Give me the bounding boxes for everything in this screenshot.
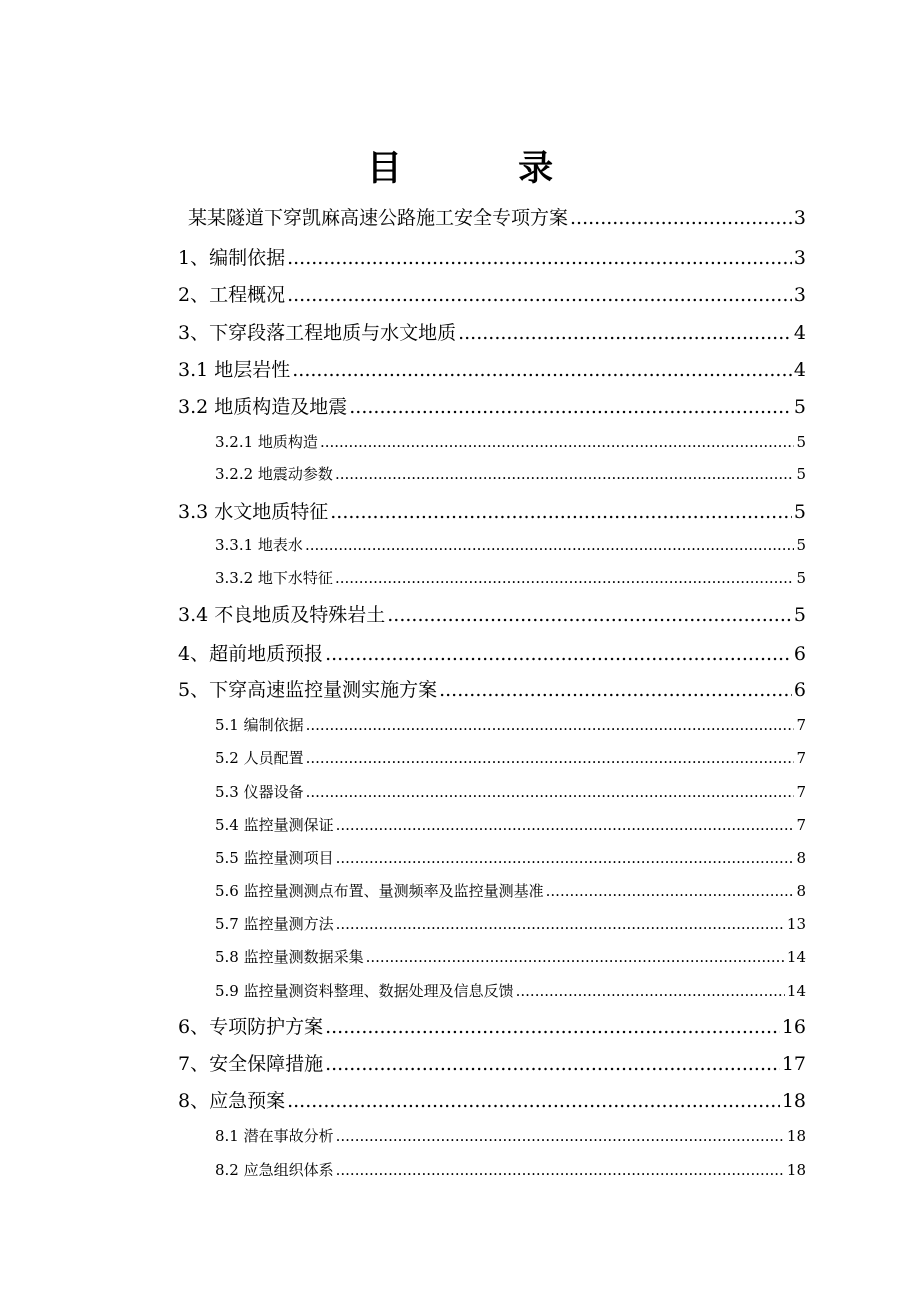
- toc-entry[interactable]: [188, 205, 806, 231]
- toc-entry[interactable]: [178, 602, 806, 628]
- toc-entry[interactable]: [178, 499, 806, 525]
- toc-entry[interactable]: [178, 245, 806, 271]
- toc-entry[interactable]: [178, 1014, 806, 1040]
- toc-dot-leader: [336, 1159, 785, 1181]
- toc-entry[interactable]: [215, 463, 806, 485]
- toc-entry-label: 1、编制依据: [178, 247, 286, 269]
- toc-entry[interactable]: [215, 946, 806, 968]
- toc-entry-page-number: 8: [796, 849, 806, 867]
- toc-entry[interactable]: [178, 394, 806, 420]
- toc-entry-label: 3.2.2 地震动参数: [215, 465, 333, 483]
- toc-entry-page-number: 7: [796, 749, 806, 767]
- toc-dot-leader: [336, 814, 795, 836]
- toc-dot-leader: [287, 282, 792, 308]
- toc-dot-leader: [366, 946, 785, 968]
- toc-entry[interactable]: [215, 980, 806, 1002]
- toc-entry-page-number: 6: [793, 643, 806, 665]
- toc-entry-label: 6、专项防护方案: [178, 1016, 324, 1038]
- toc-title: 目 录: [366, 148, 606, 189]
- toc-entry-label: 8.2 应急组织体系: [215, 1161, 334, 1179]
- toc-dot-leader: [516, 980, 785, 1002]
- toc-entry-page-number: 4: [793, 359, 806, 381]
- toc-entry-label: 5.6 监控量测测点布置、量测频率及监控量测基准: [215, 882, 544, 900]
- toc-entry-label: 3.1 地层岩性: [178, 359, 291, 381]
- toc-dot-leader: [306, 747, 795, 769]
- toc-dot-leader: [325, 641, 792, 667]
- toc-entry[interactable]: [215, 431, 806, 453]
- toc-entry-label: 3、下穿段落工程地质与水文地质: [178, 322, 457, 344]
- toc-dot-leader: [336, 847, 795, 869]
- toc-dot-leader: [320, 431, 795, 453]
- toc-dot-leader: [287, 1088, 780, 1114]
- toc-entry-page-number: 5: [793, 396, 806, 418]
- toc-entry-label: 5.9 监控量测资料整理、数据处理及信息反馈: [215, 982, 514, 1000]
- toc-entry-page-number: 5: [796, 433, 806, 451]
- toc-entry-label: 3.4 不良地质及特殊岩土: [178, 604, 386, 626]
- toc-entry[interactable]: [215, 1159, 806, 1181]
- toc-entry[interactable]: [178, 320, 806, 346]
- toc-entry-label: 2、工程概况: [178, 284, 286, 306]
- toc-entry-page-number: 14: [786, 982, 806, 1000]
- toc-entry[interactable]: [178, 1088, 806, 1114]
- toc-entry-page-number: 7: [796, 816, 806, 834]
- toc-dot-leader: [330, 499, 792, 525]
- toc-entry-label: 5.2 人员配置: [215, 749, 304, 767]
- toc-dot-leader: [336, 913, 785, 935]
- toc-entry-label: 5.4 监控量测保证: [215, 816, 334, 834]
- toc-entry[interactable]: [178, 641, 806, 667]
- toc-entry[interactable]: [215, 913, 806, 935]
- toc-entry-page-number: 7: [796, 783, 806, 801]
- toc-entry-page-number: 18: [786, 1127, 806, 1145]
- toc-entry-label: 5.5 监控量测项目: [215, 849, 334, 867]
- toc-entry-label: 某某隧道下穿凯麻高速公路施工安全专项方案: [188, 207, 569, 229]
- toc-entry-label: 3.3.2 地下水特征: [215, 569, 333, 587]
- toc-entry[interactable]: [215, 714, 806, 736]
- toc-entry[interactable]: [215, 567, 806, 589]
- toc-entry-label: 5、下穿高速监控量测实施方案: [178, 679, 438, 701]
- toc-entry-page-number: 6: [793, 679, 806, 701]
- toc-entry-page-number: 5: [796, 465, 806, 483]
- toc-entry[interactable]: [178, 282, 806, 308]
- toc-entry-page-number: 18: [786, 1161, 806, 1179]
- toc-entry-label: 5.7 监控量测方法: [215, 915, 334, 933]
- toc-entry[interactable]: [215, 747, 806, 769]
- toc-entry-label: 3.3 水文地质特征: [178, 501, 329, 523]
- toc-entry-page-number: 5: [796, 536, 806, 554]
- toc-dot-leader: [292, 357, 792, 383]
- toc-entry-label: 5.1 编制依据: [215, 716, 304, 734]
- toc-entry-page-number: 18: [781, 1090, 806, 1112]
- toc-entry[interactable]: [178, 677, 806, 703]
- toc-dot-leader: [335, 567, 795, 589]
- toc-dot-leader: [336, 1125, 785, 1147]
- toc-entry-page-number: 8: [796, 882, 806, 900]
- toc-dot-leader: [306, 781, 795, 803]
- toc-entry[interactable]: [215, 534, 806, 556]
- toc-dot-leader: [287, 245, 792, 271]
- toc-dot-leader: [439, 677, 792, 703]
- toc-entry[interactable]: [215, 1125, 806, 1147]
- toc-entry-page-number: 3: [793, 247, 806, 269]
- toc-entry-page-number: 5: [793, 501, 806, 523]
- toc-entry-page-number: 3: [793, 207, 806, 229]
- toc-entry-label: 3.3.1 地表水: [215, 536, 303, 554]
- toc-entry[interactable]: [215, 847, 806, 869]
- toc-entry-label: 3.2.1 地质构造: [215, 433, 318, 451]
- toc-dot-leader: [458, 320, 792, 346]
- toc-entry-label: 7、安全保障措施: [178, 1053, 324, 1075]
- toc-entry-page-number: 13: [786, 915, 806, 933]
- toc-entry-label: 4、超前地质预报: [178, 643, 324, 665]
- toc-dot-leader: [349, 394, 792, 420]
- toc-dot-leader: [335, 463, 795, 485]
- toc-dot-leader: [387, 602, 792, 628]
- toc-entry-label: 5.3 仪器设备: [215, 783, 304, 801]
- toc-entry-page-number: 3: [793, 284, 806, 306]
- toc-entry-label: 8、应急预案: [178, 1090, 286, 1112]
- toc-dot-leader: [306, 714, 795, 736]
- toc-entry-label: 8.1 潜在事故分析: [215, 1127, 334, 1145]
- toc-entry[interactable]: [178, 357, 806, 383]
- toc-dot-leader: [305, 534, 795, 556]
- toc-dot-leader: [570, 205, 792, 231]
- toc-entry-page-number: 16: [781, 1016, 806, 1038]
- toc-entry-page-number: 14: [786, 948, 806, 966]
- toc-entry-label: 3.2 地质构造及地震: [178, 396, 348, 418]
- toc-entry[interactable]: [215, 814, 806, 836]
- toc-entry[interactable]: [215, 781, 806, 803]
- toc-entry-page-number: 5: [793, 604, 806, 626]
- toc-entry-page-number: 17: [781, 1053, 806, 1075]
- toc-entry-label: 5.8 监控量测数据采集: [215, 948, 364, 966]
- toc-dot-leader: [325, 1014, 780, 1040]
- toc-entry-page-number: 4: [793, 322, 806, 344]
- toc-entry-page-number: 5: [796, 569, 806, 587]
- toc-entry-page-number: 7: [796, 716, 806, 734]
- toc-entry[interactable]: [215, 880, 806, 902]
- toc-entry[interactable]: [178, 1051, 806, 1077]
- toc-dot-leader: [325, 1051, 780, 1077]
- toc-dot-leader: [546, 880, 795, 902]
